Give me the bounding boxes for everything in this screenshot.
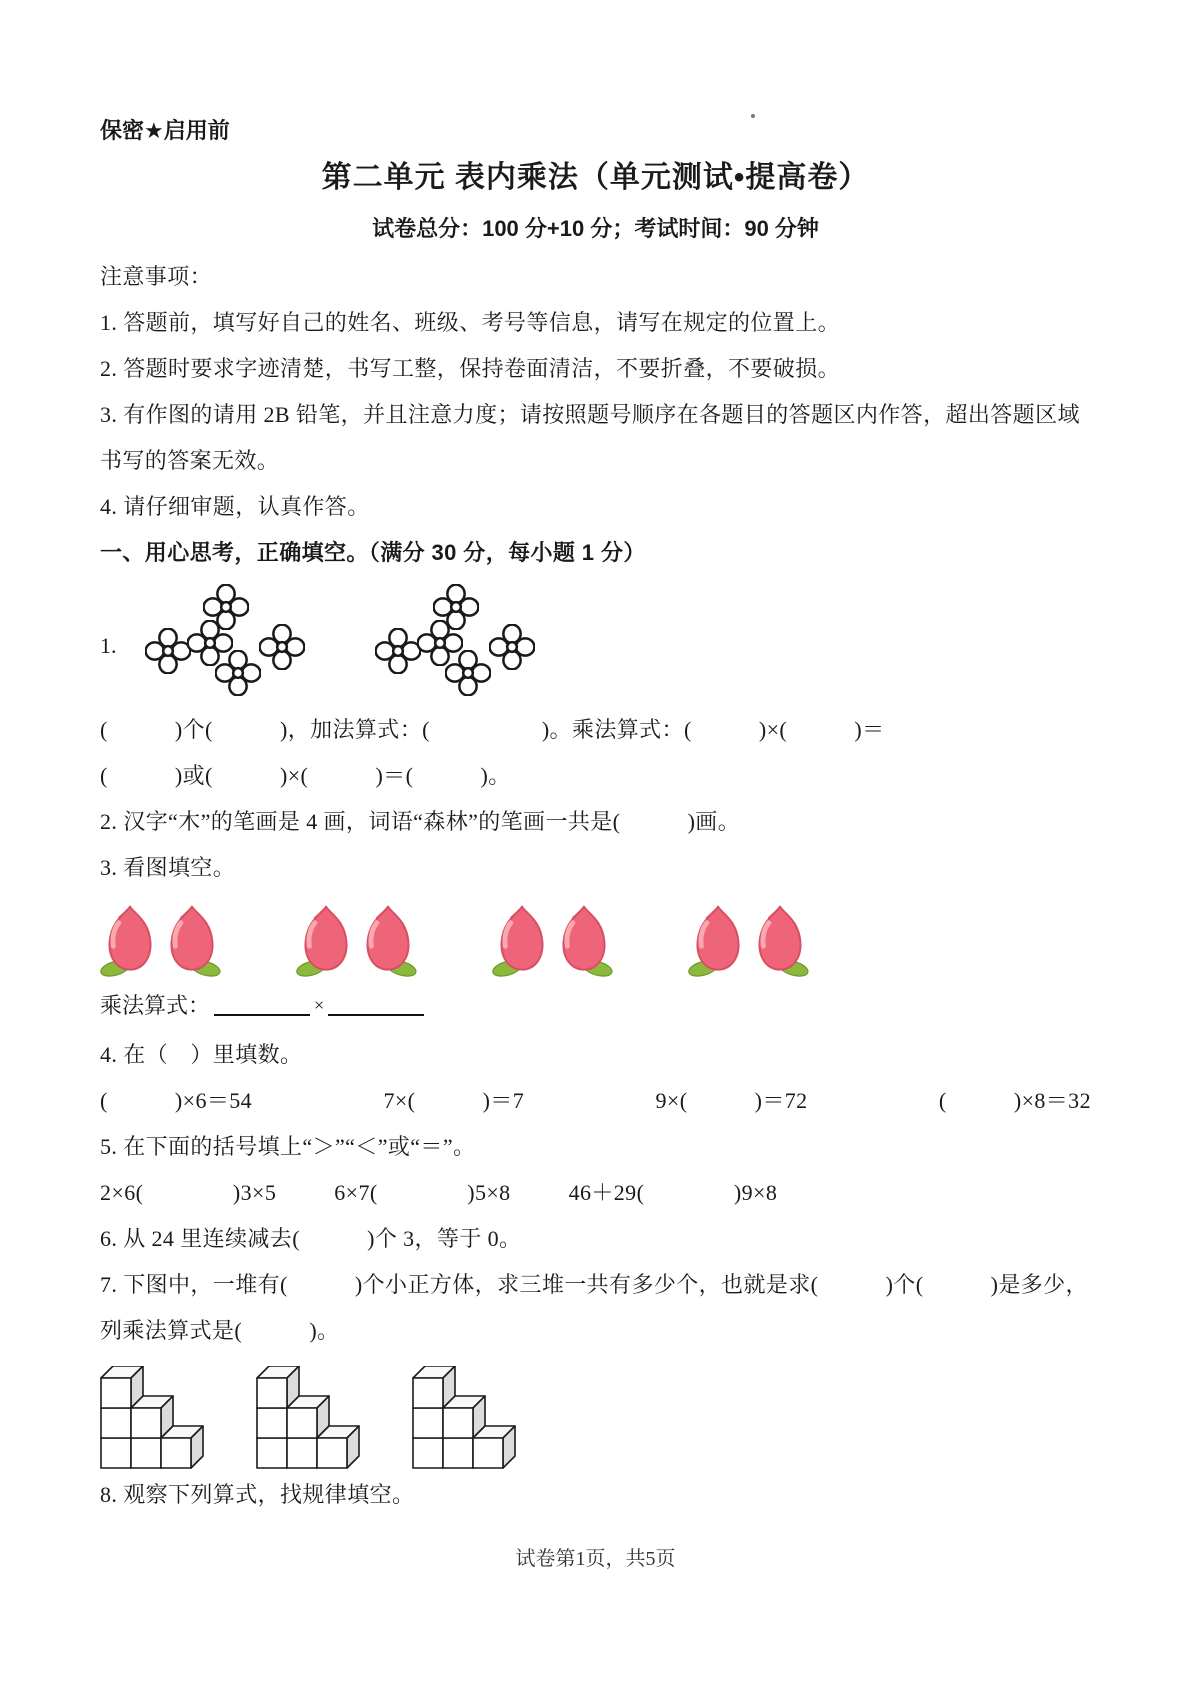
flower-icon	[445, 650, 491, 696]
q4-equation-4: ( )×8＝32	[938, 1088, 1091, 1113]
note-item-3: 3. 有作图的请用 2B 铅笔，并且注意力度；请按照题号顺序在各题目的答题区内作答，超出答题区域书写的答案无效。	[100, 402, 1080, 473]
q7-text: 7. 下图中，一堆有( )个小正方体，求三堆一共有多少个，也就是求( )个( )是多少，列乘法算式是( )。	[100, 1272, 1088, 1343]
q4-equation-1: ( )×6＝54	[100, 1088, 253, 1113]
q1-blanks-line-1: ( )个( )，加法算式：( )。乘法算式：( )×( )＝	[100, 717, 885, 742]
q1-blanks-line-2: ( )或( )×( )＝( )。	[100, 763, 511, 788]
peach-icon	[688, 903, 748, 977]
flower-icon	[145, 628, 191, 674]
notes-heading: 注意事项：	[100, 264, 213, 289]
q4-equation-row	[100, 1078, 1091, 1124]
q3-times-symbol: ×	[314, 995, 325, 1015]
q1-flowers-figure	[139, 584, 541, 707]
question-8: 8. 观察下列算式，找规律填空。	[100, 1482, 415, 1507]
q4-label: 4. 在（ ）里填数。	[100, 1042, 303, 1067]
peach-group	[100, 903, 222, 977]
q5-comparison-row	[100, 1170, 1091, 1216]
cube-pile-icon	[256, 1366, 362, 1470]
peach-group	[296, 903, 418, 977]
footer-page-number: 试卷第1页，共5页	[515, 1548, 676, 1570]
peach-icon	[492, 903, 552, 977]
peach-icon	[554, 903, 614, 977]
peach-group	[688, 903, 810, 977]
note-item-1: 1. 答题前，填写好自己的姓名、班级、考号等信息，请写在规定的位置上。	[100, 310, 841, 335]
q5-label: 5. 在下面的括号填上“＞”“＜”或“＝”。	[100, 1134, 476, 1159]
q4-equation-3: 9×( )＝72	[655, 1088, 808, 1113]
peach-icon	[162, 903, 222, 977]
cube-pile-icon	[412, 1366, 518, 1470]
q3-mult-label: 乘法算式：	[100, 993, 211, 1018]
notes-section	[100, 254, 1091, 530]
page-title: 第二单元 表内乘法（单元测试•提高卷）	[321, 161, 870, 194]
question-6: 6. 从 24 里连续减去( )个 3，等于 0。	[100, 1226, 522, 1251]
q3-blank-underline-2	[328, 988, 424, 1016]
note-item-2: 2. 答题时要求字迹清楚，书写工整，保持卷面清洁，不要折叠，不要破损。	[100, 356, 841, 381]
page-content	[100, 118, 1091, 1518]
question-2: 2. 汉字“木”的笔画是 4 画，词语“森林”的笔画一共是( )画。	[100, 809, 741, 834]
q5-comparison-1: 2×6( )3×5	[100, 1180, 277, 1205]
flower-cluster	[139, 584, 311, 702]
peach-group	[492, 903, 614, 977]
question-4	[100, 1032, 1091, 1124]
q3-mult-line	[100, 979, 1091, 1032]
q4-equation-2: 7×( )＝7	[383, 1088, 525, 1113]
question-1	[100, 584, 1091, 799]
section-1-heading: 一、用心思考，正确填空。（满分 30 分，每小题 1 分）	[100, 540, 646, 565]
peach-icon	[100, 903, 160, 977]
flower-icon	[375, 628, 421, 674]
q5-comparison-2: 6×7( )5×8	[334, 1180, 511, 1205]
q1-figure-row	[100, 584, 1091, 707]
page-subtitle: 试卷总分：100 分+10 分；考试时间：90 分钟	[372, 216, 819, 241]
secrecy-label: 保密★启用前	[100, 118, 230, 143]
note-item-4: 4. 请仔细审题，认真作答。	[100, 494, 370, 519]
question-3	[100, 845, 1091, 1032]
q7-cubes-figure	[100, 1366, 1091, 1470]
peach-icon	[750, 903, 810, 977]
peach-icon	[358, 903, 418, 977]
q3-blank-underline-1	[214, 988, 310, 1016]
q3-label: 3. 看图填空。	[100, 855, 236, 880]
question-5	[100, 1124, 1091, 1216]
peach-icon	[296, 903, 356, 977]
flower-icon	[215, 650, 261, 696]
q3-peaches-figure	[100, 903, 1091, 977]
flower-cluster	[369, 584, 541, 702]
flower-icon	[259, 624, 305, 670]
q1-number: 1.	[100, 632, 117, 658]
q5-comparison-3: 46＋29( )9×8	[568, 1180, 778, 1205]
flower-icon	[489, 624, 535, 670]
cube-pile-icon	[100, 1366, 206, 1470]
question-7	[100, 1262, 1091, 1470]
